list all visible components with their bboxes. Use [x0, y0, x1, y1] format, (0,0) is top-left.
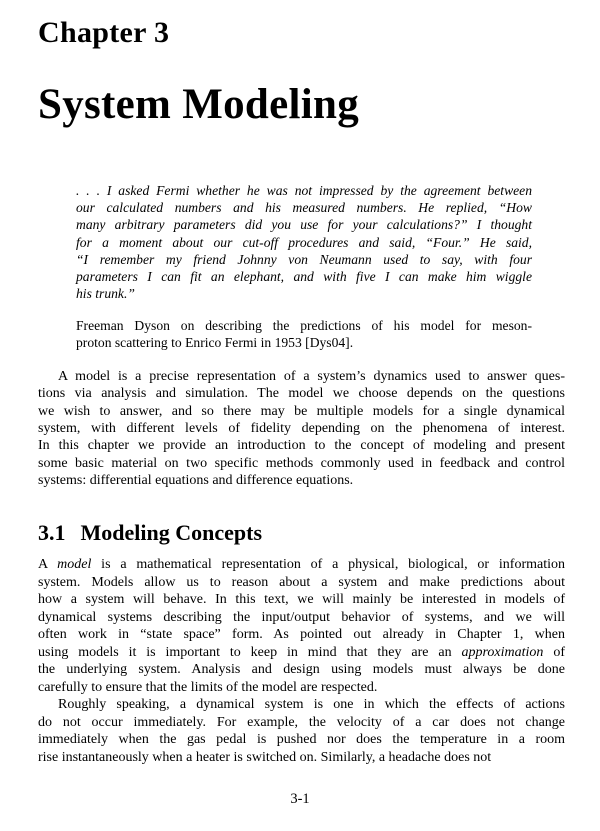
text-line: proton scattering to Enrico Fermi in 1953 [Dys04]. — [76, 335, 354, 351]
section-body — [38, 556, 565, 766]
section-number: 3.1 — [38, 520, 66, 545]
text-line: many arbitrary parameters did you use for your calculations?” I thought — [76, 217, 532, 233]
text-line: systems: differential equations and difference equations. — [38, 473, 354, 489]
epigraph-quote — [76, 182, 532, 302]
text-line: how a system will behave. In this text, we will mainly be interested in models of — [38, 592, 565, 607]
section-heading — [38, 522, 262, 544]
text-line: system, with different levels of fidelity depending on the phenomena of interest. — [38, 421, 565, 437]
text-line: rise instantaneously when a heater is switched on. Similarly, a headache does not — [38, 749, 492, 765]
text-line: for a moment about our cut-off procedures and said, “Four.” He said, — [76, 234, 532, 250]
section-title: Modeling Concepts — [80, 520, 262, 545]
text-line: using models it is important to keep in mind that they are an approximation of — [38, 644, 565, 660]
text-line: “I remember my friend Johnny von Neumann used to say, with four — [76, 251, 532, 267]
text-line: Roughly speaking, a dynamical system is one in which the effects of actions — [58, 697, 565, 712]
text-line: In this chapter we provide an introduction to the concept of modeling and present — [38, 438, 565, 454]
text-line: system. Models allow us to reason about a system and make predictions about — [38, 574, 565, 590]
text-line: parameters I can fit an elephant, and with five I can make him wiggle — [76, 269, 532, 285]
text-line: do not occur immediately. For example, the velocity of a car does not change — [38, 714, 565, 730]
text-line: immediately when the gas pedal is pushed nor does the temperature in a room — [38, 732, 565, 747]
epigraph-attribution — [76, 317, 532, 351]
text-line: our calculated numbers and his measured numbers. He replied, “How — [76, 200, 532, 216]
text-line: we wish to answer, and so there may be multiple models for a single dynamical — [38, 403, 565, 419]
intro-paragraph — [38, 368, 565, 489]
text-line: . . . I asked Fermi whether he was not impressed by the agreement between — [76, 183, 532, 198]
text-line: A model is a mathematical representation of a physical, biological, or information — [38, 557, 565, 572]
text-line: the underlying system. Analysis and design using models must always be done — [38, 662, 565, 677]
text-line: dynamical systems describing the input/output behavior of systems, and we will — [38, 609, 565, 625]
page-number: 3-1 — [290, 791, 310, 807]
text-line: tions via analysis and simulation. The model we choose depends on the questions — [38, 386, 565, 402]
text-line: Freeman Dyson on describing the predictions of his model for meson- — [76, 318, 532, 333]
text-line: his trunk.” — [76, 286, 135, 302]
chapter-label: Chapter 3 — [38, 16, 170, 49]
chapter-title: System Modeling — [38, 81, 360, 128]
text-line: carefully to ensure that the limits of the model are respected. — [38, 679, 378, 695]
text-line: some basic material on two specific methods commonly used in feedback and control — [38, 455, 565, 471]
text-line: often work in “state space” form. As pointed out already in Chapter 1, when — [38, 627, 565, 642]
text-line: A model is a precise representation of a system’s dynamics used to answer ques- — [58, 369, 565, 384]
